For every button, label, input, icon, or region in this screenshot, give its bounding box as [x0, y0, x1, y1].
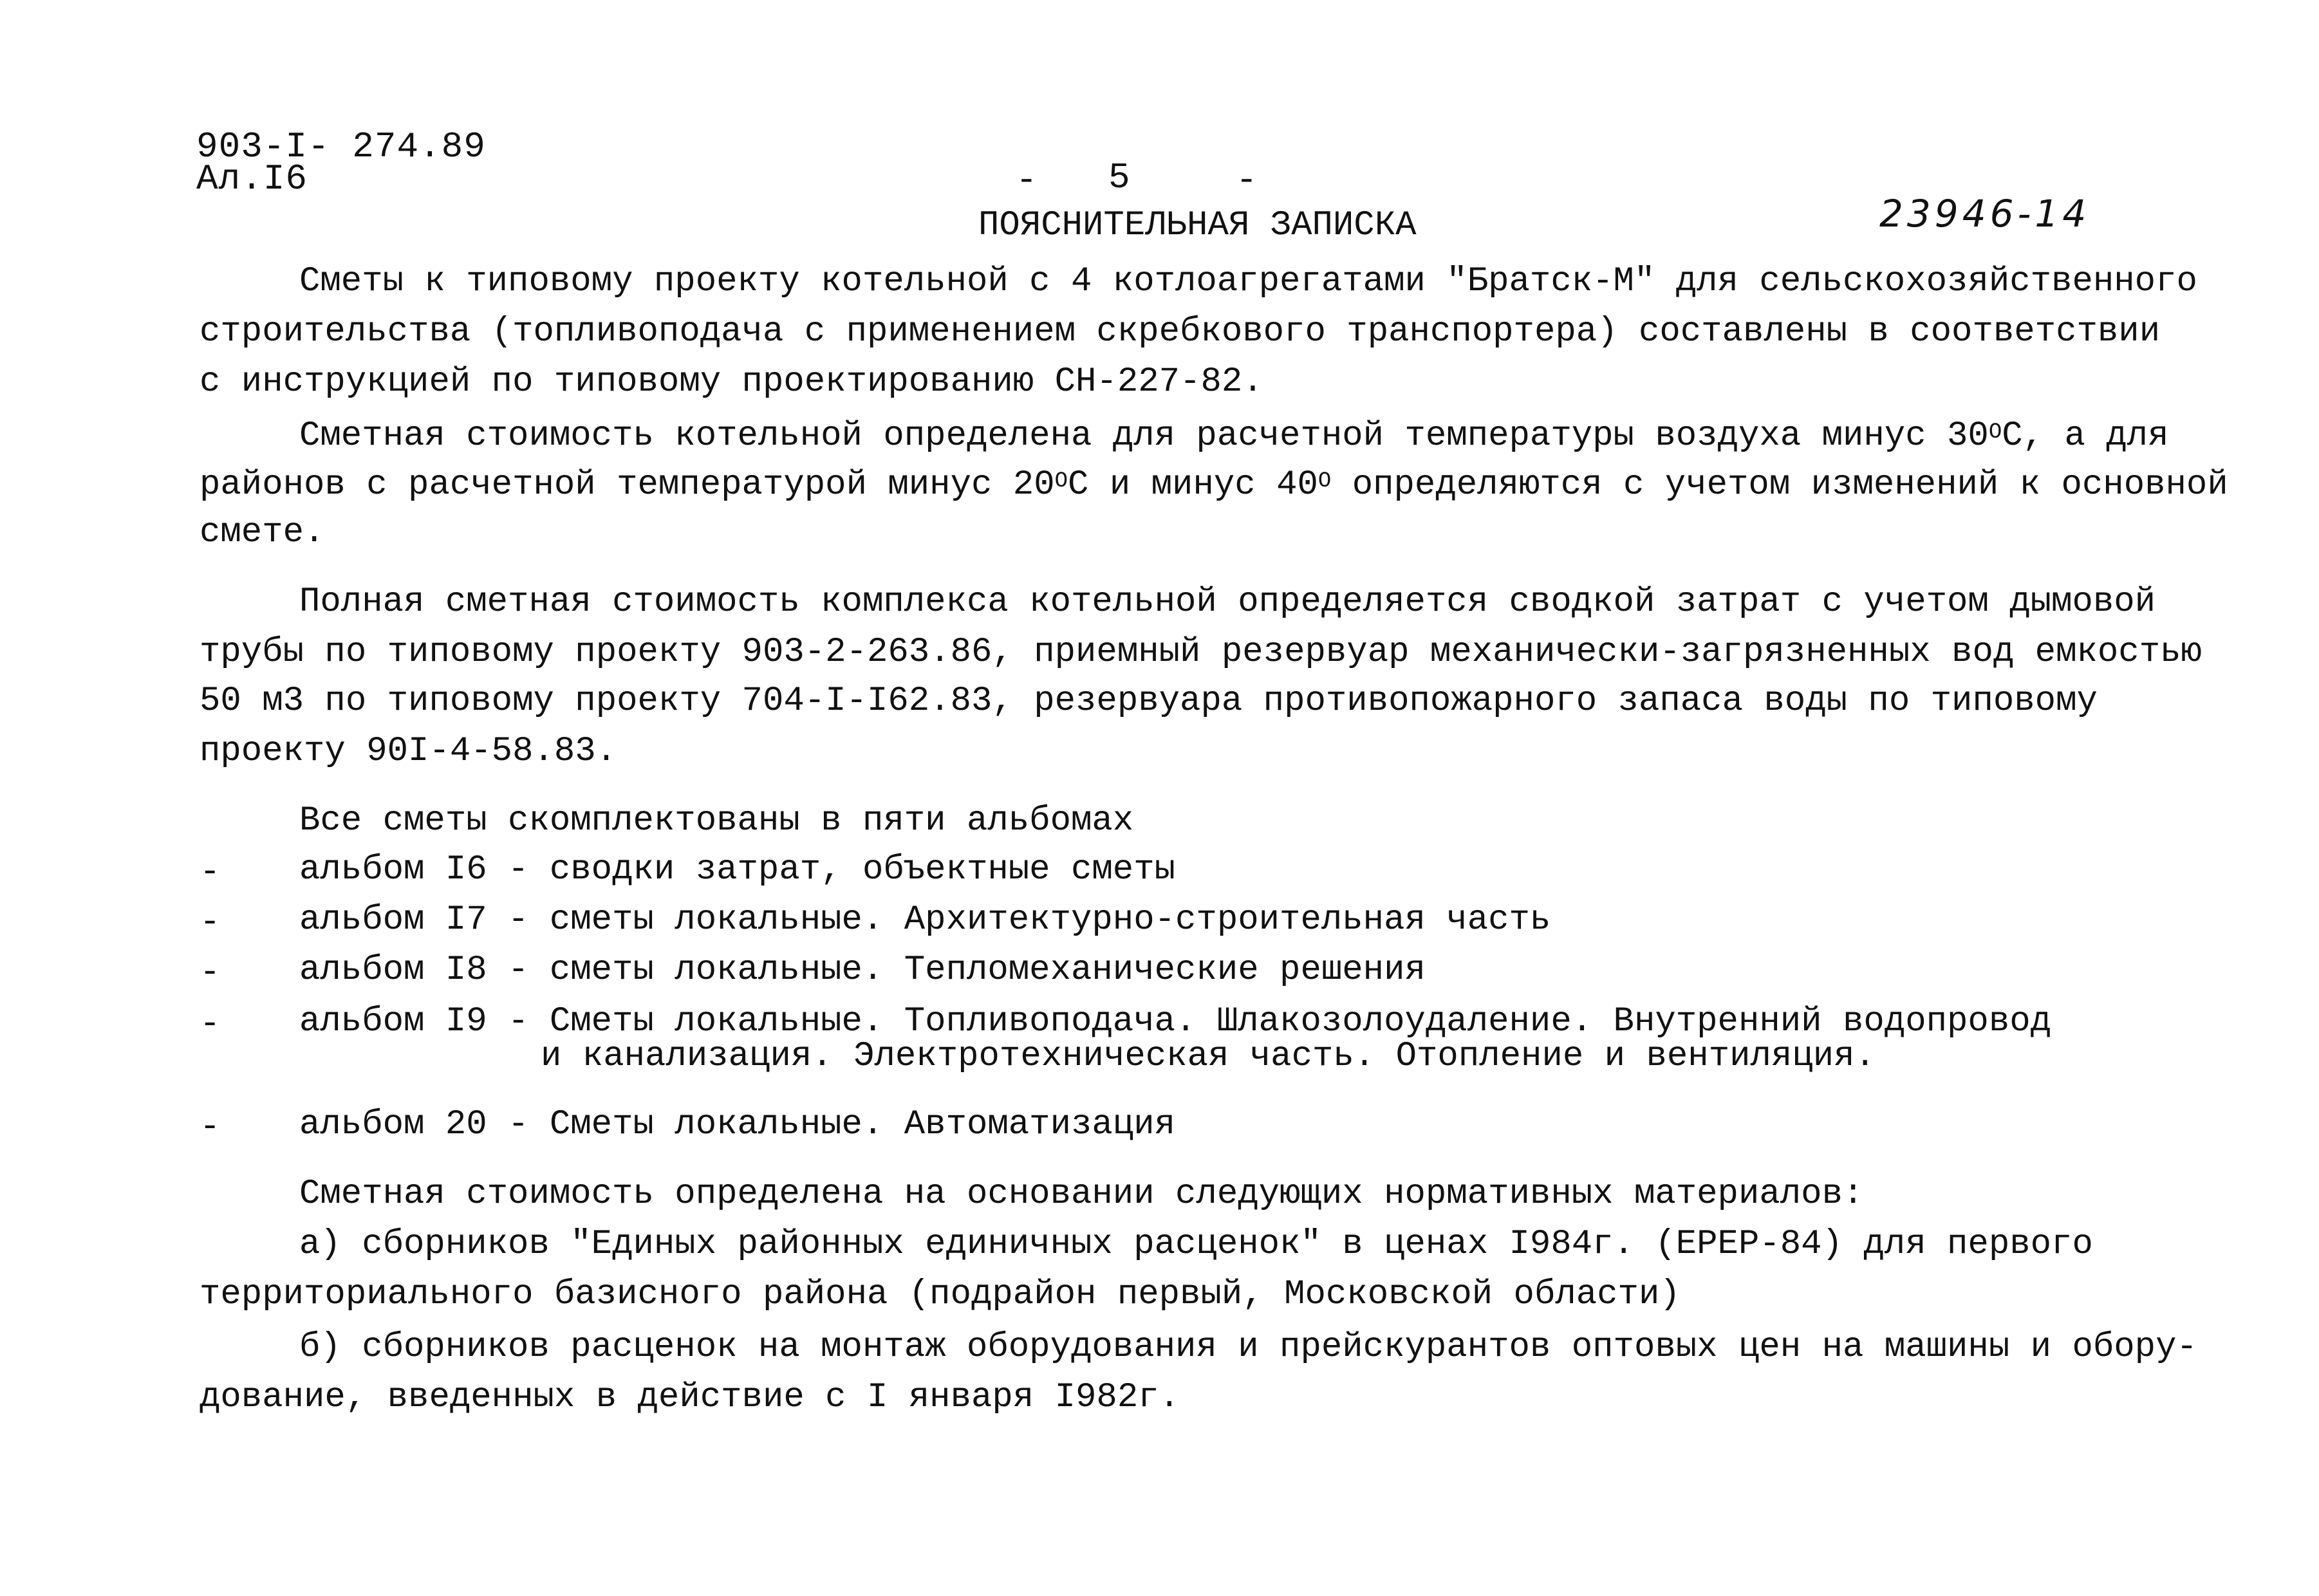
paragraph-3-line-2: трубы по типовому проекту 903-2-263.86, приемный резервуар механически-загрязненных вод емкостью — [200, 633, 2202, 672]
handwritten-inventory-number: 23946-14 — [1879, 192, 2091, 236]
paragraph-1-line-3: с инструкцией по типовому проектированию СН-227-82. — [200, 362, 1263, 402]
norm-b-line-1: б) сборников расценок на монтаж оборудования и прейскурантов оптовых цен на машины и обору- — [299, 1328, 2197, 1367]
degree-sign: O — [1318, 469, 1332, 494]
page-title: ПОЯСНИТЕЛЬНАЯ ЗАПИСКА — [978, 206, 1417, 245]
norm-a-line-1: а) сборников "Единых районных единичных расценок" в ценах I984г. (ЕРЕР-84) для первого — [299, 1225, 2093, 1264]
album-20-text: альбом 20 - Сметы локальные. Автоматизация — [299, 1105, 1176, 1144]
paragraph-1-line-1: Сметы к типовому проекту котельной с 4 котлоагрегатами "Братск-М" для сельскохозяйственного — [299, 262, 2197, 301]
norm-b-line-2: дование, введенных в действие с I января I982г. — [200, 1378, 1180, 1417]
album-18-text: альбом I8 - сметы локальные. Тепломеханические решения — [299, 951, 1426, 990]
album-17-text: альбом I7 - сметы локальные. Архитектурно-строительная часть — [299, 900, 1551, 940]
albums-intro: Все сметы скомплектованы в пяти альбомах — [299, 801, 1134, 840]
paragraph-2-line-2: районов с расчетной температурой минус $20^OС$ и минус $40^O$ определяются с учетом изменений к основной — [200, 465, 2228, 505]
list-bullet: - — [200, 903, 221, 942]
paragraph-1-line-2: строительства (топливоподача с применением скребкового транспортера) составлены в соответствии — [200, 312, 2161, 351]
paragraph-2-line-1: Сметная стоимость котельной определена для расчетной температуры воздуха минус $30^OС$, а для — [299, 416, 2169, 456]
paragraph-3-line-4: проекту 90I-4-58.83. — [200, 732, 617, 771]
document-code: 903-I- 274.89 — [196, 126, 486, 167]
paragraph-2-line-3: смете. — [200, 513, 325, 552]
page-number-dash-left: - — [1016, 160, 1038, 201]
degree-sign: O — [1054, 469, 1068, 494]
list-bullet: - — [200, 1108, 221, 1147]
page-number: 5 — [1108, 157, 1131, 198]
album-16-text: альбом I6 - сводки затрат, объектные сметы — [299, 850, 1176, 889]
paragraph-3-line-3: 50 м3 по типовому проекту 704-I-I62.83, резервуара противопожарного запаса воды по типовому — [200, 682, 2098, 721]
album-19-continuation: и канализация. Электротехническая часть. Отопление и вентиляция. — [541, 1037, 1876, 1076]
list-bullet: - — [200, 1005, 221, 1044]
album-19-text: альбом I9 - Сметы локальные. Топливоподача. Шлакозолоудаление. Внутренний водопровод — [299, 1002, 2052, 1041]
list-bullet: - — [200, 853, 221, 892]
list-bullet: - — [200, 953, 221, 992]
page-number-dash-right: - — [1236, 160, 1258, 201]
paragraph-3-line-1: Полная сметная стоимость комплекса котельной определяется сводкой затрат с учетом дымовой — [299, 582, 2156, 622]
norm-a-line-2: территориального базисного района (подрайон первый, Московской области) — [200, 1275, 1681, 1314]
degree-sign: O — [1988, 420, 2002, 445]
norms-intro: Сметная стоимость определена на основании следующих нормативных материалов: — [299, 1174, 1864, 1214]
album-number: Ал.I6 — [196, 158, 308, 200]
